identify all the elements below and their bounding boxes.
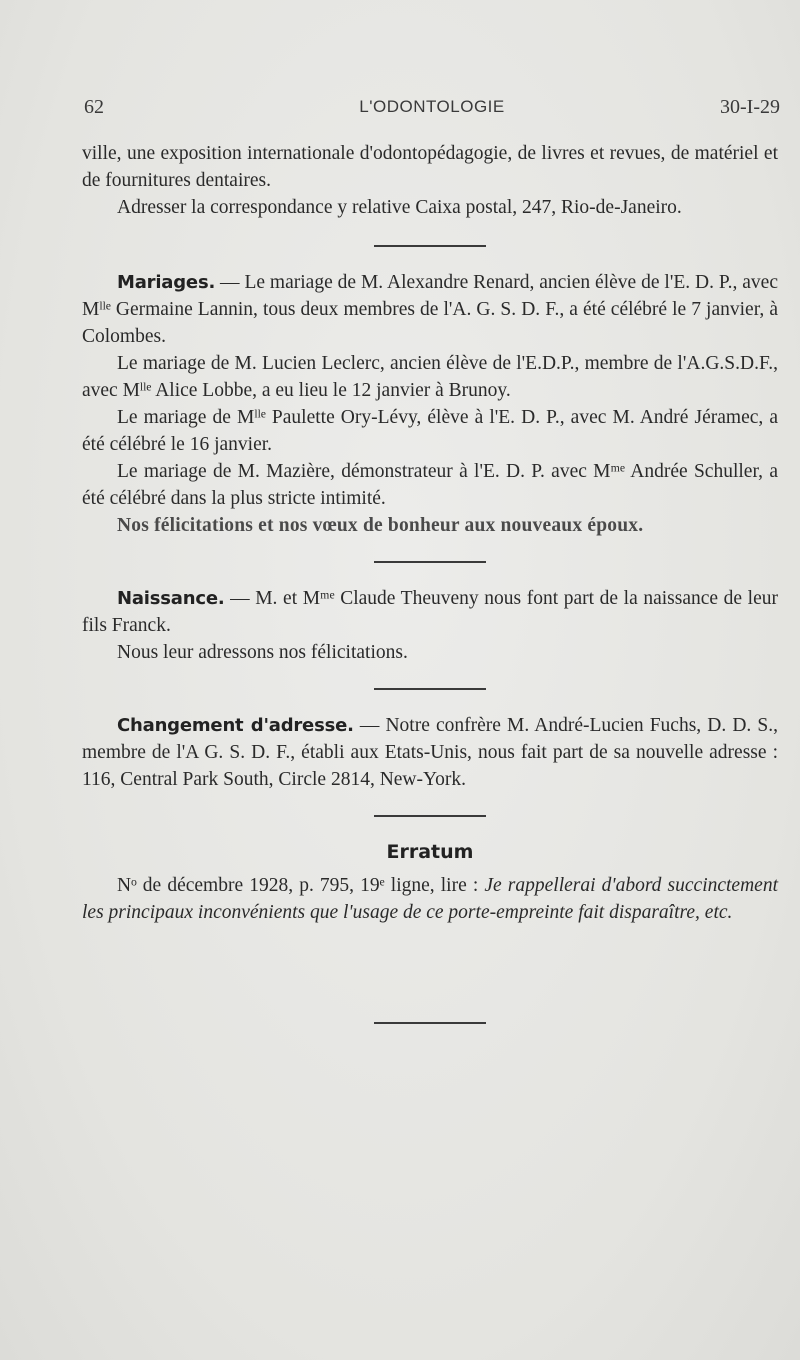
running-header <box>84 96 780 122</box>
mariages-paragraph-3: Le mariage de Mˡˡᵉ Paulette Ory-Lévy, élève à l'E. D. P., avec M. André Jéramec, a été célébré le 16 janvier. <box>82 407 778 455</box>
erratum-correction: Je rappellerai d'abord succinctement les principaux inconvénients que l'usage de ce porte-empreinte fait disparaître, etc. <box>82 875 778 923</box>
mariages-paragraph-4: Le mariage de M. Mazière, démonstrateur à l'E. D. P. avec Mᵐᵉ Andrée Schuller, a été célébré dans la plus stricte intimité. <box>82 461 778 509</box>
naissance-paragraph-1 <box>82 585 778 639</box>
erratum-title: Erratum <box>386 841 474 863</box>
changement-paragraph <box>82 712 778 793</box>
section-divider <box>374 815 486 817</box>
naissance-text-1: — M. et Mᵐᵉ Claude Theuveny nous font part de la naissance de leur fils Franck. <box>82 588 778 636</box>
mariages-paragraph-5: Nos félicitations et nos vœux de bonheur aux nouveaux époux. <box>117 515 644 536</box>
mariages-text-1: — Le mariage de M. Alexandre Renard, ancien élève de l'E. D. P., avec Mˡˡᵉ Germaine Lannin, tous deux membres de l'A. G. S. D. F., a été célébré le 7 janvier, à Colombes. <box>82 272 778 347</box>
erratum-prefix: Nᵒ de décembre 1928, p. 795, 19ᵉ ligne, lire : <box>117 875 485 896</box>
naissance-paragraph-2: Nous leur adressons nos félicitations. <box>117 642 408 663</box>
changement-title: Changement d'adresse. <box>117 715 354 736</box>
intro-address: Adresser la correspondance y relative Caixa postal, 247, Rio-de-Janeiro. <box>117 197 682 218</box>
page-number: 62 <box>84 96 104 118</box>
section-divider <box>374 688 486 690</box>
mariages-paragraph-2: Le mariage de M. Lucien Leclerc, ancien élève de l'E.D.P., membre de l'A.G.S.D.F., avec Mˡˡᵉ Alice Lobbe, a eu lieu le 12 janvier à Brunoy. <box>82 353 778 401</box>
changement-text: — Notre confrère M. André-Lucien Fuchs, D. D. S., membre de l'A G. S. D. F., établi aux Etats-Unis, nous fait part de sa nouvelle adresse : 116, Central Park South, Circle 2814, New-York. <box>82 715 778 790</box>
section-divider <box>374 561 486 563</box>
mariages-title: Mariages. <box>117 272 216 293</box>
section-divider <box>374 245 486 247</box>
mariages-paragraph-1 <box>82 269 778 350</box>
journal-title: L'ODONTOLOGIE <box>359 97 505 116</box>
page-body <box>82 140 778 1024</box>
intro-paragraph: ville, une exposition internationale d'odontopédagogie, de livres et revues, de matériel et de fournitures dentaires. <box>82 143 778 191</box>
issue-date: 30-I-29 <box>720 96 780 118</box>
erratum-paragraph <box>82 872 778 926</box>
section-divider <box>374 1022 486 1024</box>
naissance-title: Naissance. <box>117 588 225 609</box>
